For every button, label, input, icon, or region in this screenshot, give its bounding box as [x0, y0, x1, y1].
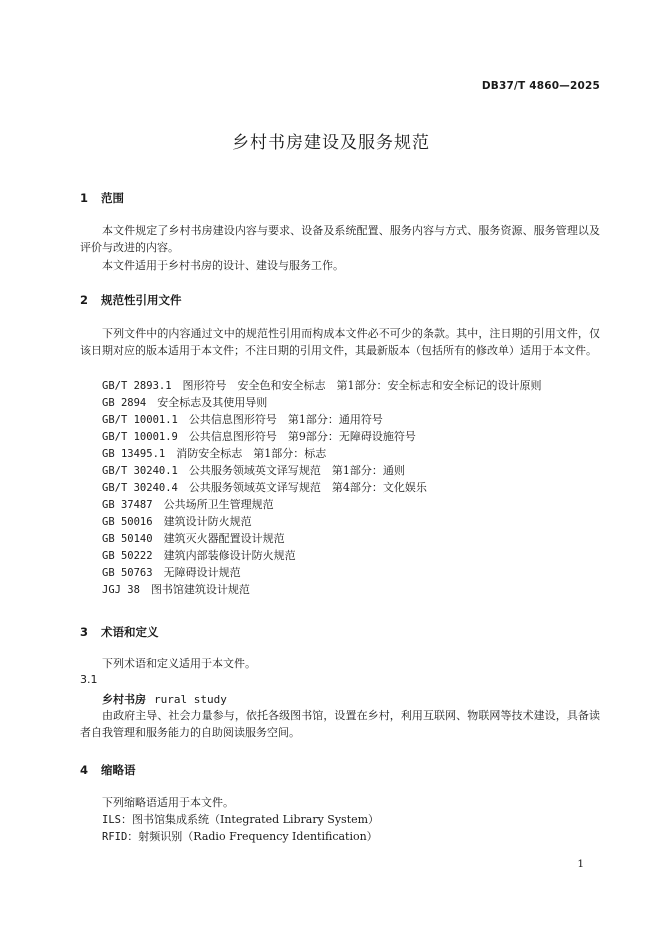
reference-item	[102, 411, 383, 429]
reference-item	[102, 445, 326, 463]
section-2-intro: 下列文件中的内容通过文中的规范性引用而构成本文件必不可少的条款。其中，注日期的引用文件，仅该日期对应的版本适用于本文件；不注日期的引用文件，其最新版本（包括所有的修改单）适用于本文件。	[80, 327, 600, 357]
section-1-paragraph-2: 本文件适用于乡村书房的设计、建设与服务工作。	[102, 259, 344, 272]
reference-item	[102, 394, 267, 412]
reference-item	[102, 564, 241, 582]
reference-item	[102, 479, 427, 497]
abbreviation-item	[102, 811, 379, 829]
reference-title: 公共场所卫生管理规范	[163, 498, 274, 511]
reference-title: 建筑灭火器配置设计规范	[163, 532, 285, 545]
reference-code: GB/T 30240.4	[102, 482, 178, 494]
section-number: 3	[80, 625, 89, 639]
reference-title: 公共服务领域英文译写规范 第1部分：通则	[188, 464, 405, 477]
section-4-heading	[80, 762, 136, 778]
reference-title: 公共信息图形符号 第1部分：通用符号	[188, 413, 383, 426]
reference-item	[102, 581, 250, 599]
abbreviation: RFID	[102, 831, 128, 843]
reference-code: GB 50140	[102, 533, 153, 545]
reference-item	[102, 462, 405, 480]
term-chinese: 乡村书房	[102, 693, 146, 706]
page-number: 1	[577, 858, 584, 870]
reference-code: JGJ 38	[102, 584, 140, 596]
section-1-heading	[80, 190, 124, 206]
term-english: rural study	[154, 693, 227, 706]
reference-title: 图书馆建筑设计规范	[150, 583, 250, 596]
section-title: 范围	[101, 191, 125, 205]
reference-code: GB 50016	[102, 516, 153, 528]
abbreviation-item	[102, 828, 378, 846]
abbreviation-expansion: ：射频识别（Radio Frequency Identification）	[127, 830, 378, 843]
abbreviation-expansion: ：图书馆集成系统（Integrated Library System）	[120, 813, 380, 826]
reference-code: GB/T 2893.1	[102, 380, 172, 392]
reference-title: 建筑设计防火规范	[163, 515, 252, 528]
reference-item	[102, 513, 252, 531]
section-title: 规范性引用文件	[101, 293, 182, 307]
reference-title: 建筑内部装修设计防火规范	[163, 549, 296, 562]
reference-item	[102, 530, 285, 548]
reference-code: GB/T 30240.1	[102, 465, 178, 477]
reference-code: GB 50222	[102, 550, 153, 562]
reference-code: GB 50763	[102, 567, 153, 579]
document-number: DB37/T 4860—2025	[481, 80, 600, 92]
section-4-intro: 下列缩略语适用于本文件。	[102, 796, 234, 809]
section-2-heading	[80, 292, 182, 308]
reference-code: GB/T 10001.1	[102, 414, 178, 426]
section-3-heading	[80, 624, 159, 640]
term-definition: 由政府主导、社会力量参与，依托各级图书馆，设置在乡村，利用互联网、物联网等技术建设，具备读者自我管理和服务能力的自助阅读服务空间。	[80, 709, 600, 739]
section-1-paragraph-1: 本文件规定了乡村书房建设内容与要求、设备及系统配置、服务内容与方式、服务资源、服务管理以及评价与改进的内容。	[80, 224, 600, 254]
reference-title: 公共服务领域英文译写规范 第4部分：文化娱乐	[188, 481, 427, 494]
reference-title: 消防安全标志 第1部分：标志	[176, 447, 327, 460]
reference-code: GB/T 10001.9	[102, 431, 178, 443]
term-entry	[102, 691, 227, 707]
reference-code: GB 2894	[102, 397, 147, 409]
reference-title: 无障碍设计规范	[163, 566, 241, 579]
section-number: 1	[80, 191, 89, 205]
document-title: 乡村书房建设及服务规范	[232, 133, 430, 153]
reference-item	[102, 377, 542, 395]
reference-title: 公共信息图形符号 第9部分：无障碍设施符号	[188, 430, 416, 443]
reference-code: GB 37487	[102, 499, 153, 511]
reference-title: 安全标志及其使用导则	[157, 396, 268, 409]
reference-code: GB 13495.1	[102, 448, 166, 460]
section-3-intro: 下列术语和定义适用于本文件。	[102, 657, 256, 670]
subclause-number: 3.1	[80, 673, 98, 686]
section-title: 术语和定义	[101, 625, 159, 639]
reference-item	[102, 428, 416, 446]
section-title: 缩略语	[101, 763, 136, 777]
reference-item	[102, 547, 296, 565]
abbreviation: ILS	[102, 814, 121, 826]
section-number: 2	[80, 293, 89, 307]
reference-item	[102, 496, 274, 514]
reference-title: 图形符号 安全色和安全标志 第1部分：安全标志和安全标记的设计原则	[182, 379, 542, 392]
section-number: 4	[80, 763, 89, 777]
